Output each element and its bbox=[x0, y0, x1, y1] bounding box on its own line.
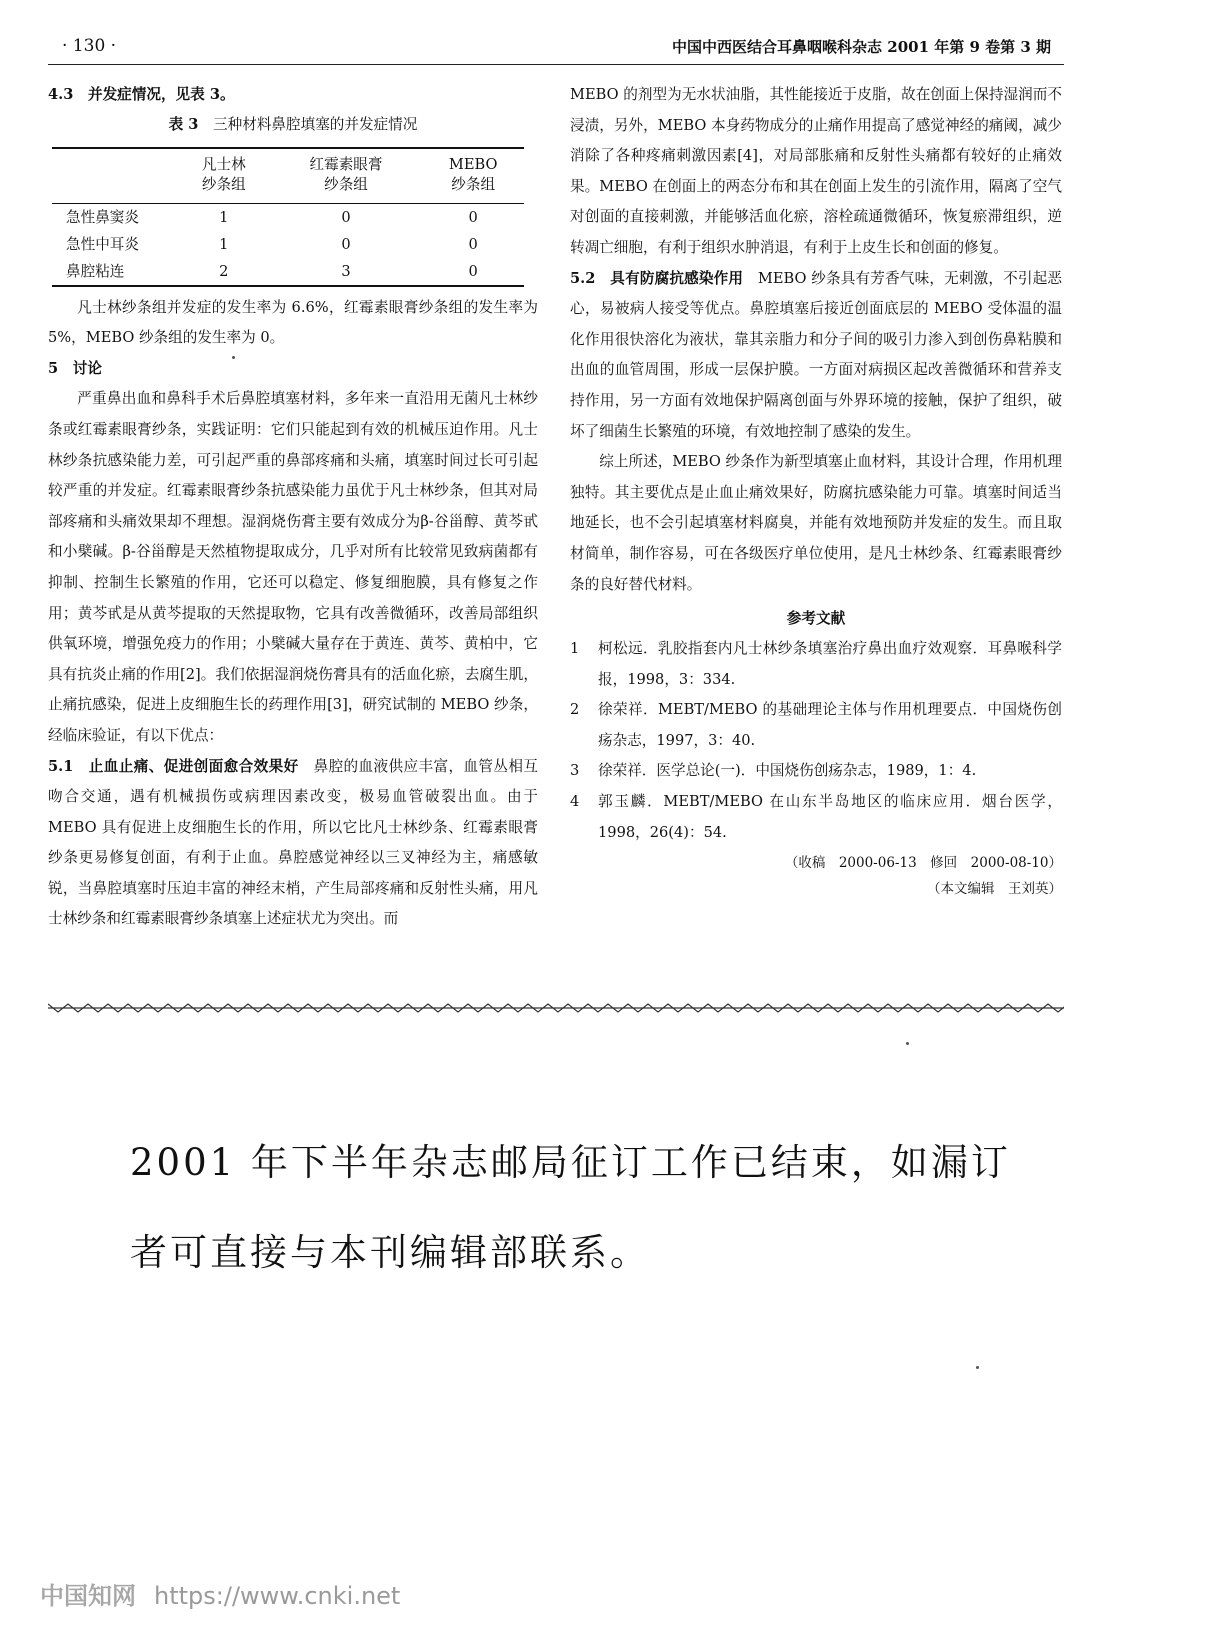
table-title: 三种材料鼻腔填塞的并发症情况 bbox=[198, 115, 418, 133]
table-row bbox=[52, 203, 524, 231]
section-5-heading: 5 讨论 bbox=[48, 359, 102, 377]
watermark bbox=[40, 1576, 400, 1611]
row-label: 急性中耳炎 bbox=[66, 235, 139, 253]
col-header-erythro-1: 红霉素眼膏 bbox=[309, 155, 383, 173]
watermark-brand: 中国知网 bbox=[40, 1582, 136, 1610]
table-header-cell bbox=[178, 148, 270, 204]
table-caption bbox=[48, 111, 538, 139]
table-header-row bbox=[52, 148, 524, 204]
scan-speck bbox=[232, 356, 235, 359]
reference-number: 4 bbox=[570, 793, 580, 811]
section-5-1-paragraph bbox=[48, 752, 538, 936]
reference-item bbox=[570, 695, 1062, 756]
table-cell: 0 bbox=[341, 208, 351, 226]
table-cell: 1 bbox=[219, 235, 229, 253]
article-editor: （本文编辑 王刘英） bbox=[927, 881, 1062, 898]
complication-summary: 凡士林纱条组并发症的发生率为 6.6%，红霉素眼膏纱条组的发生率为 5%，MEBO 纱条组的发生率为 0。 bbox=[48, 298, 538, 347]
journal-header: 中国中西医结合耳鼻咽喉科杂志 2001 年第 9 卷第 3 期 bbox=[672, 38, 1051, 56]
left-column bbox=[48, 80, 538, 935]
table-cell: 0 bbox=[341, 235, 351, 253]
row-label: 急性鼻窦炎 bbox=[66, 208, 139, 226]
continued-paragraph: MEBO 的剂型为无水状油脂，其性能接近于皮脂，故在创面上保持湿润而不浸渍，另外，MEBO 本身药物成分的止痛作用提高了感觉神经的痛阈，减少消除了各种疼痛刺激因素[4]，对局部胀痛和反射性头痛都有较好的止痛效果。MEBO 在创面上的两态分布和其在创面上发生的引流作用，隔离了空气对创面的直接刺激，并能够活血化瘀，溶栓疏通微循环，恢复瘀滞组织，逆转凋亡细胞，有利于组织水肿消退，有利于上皮生长和创面的修复。 bbox=[570, 86, 1062, 256]
section-5-1-text: 鼻腔的血液供应丰富，血管丛相互吻合交通，遇有机械损伤或病理因素改变，极易血管破裂出血。由于 MEBO 具有促进上皮细胞生长的作用，所以它比凡士林纱条、红霉素眼膏纱条更易修复创面，有利于止血。鼻腔感觉神经以三叉神经为主，痛感敏锐，当鼻腔填塞时压迫丰富的神经末梢，产生局部疼痛和反射性头痛，用凡士林纱条和红霉素眼膏纱条填塞上述症状尤为突出。而 bbox=[48, 757, 538, 928]
scan-speck bbox=[906, 1042, 909, 1045]
row-label: 鼻腔粘连 bbox=[52, 258, 178, 286]
reference-item bbox=[570, 634, 1062, 695]
reference-text: 徐荣祥．MEBT/MEBO 的基础理论主体与作用机理要点．中国烧伤创疡杂志，1997，3：40. bbox=[598, 701, 1062, 749]
table-cell: 0 bbox=[422, 258, 524, 286]
section-5-2-paragraph bbox=[570, 264, 1062, 448]
table-cell: 0 bbox=[468, 235, 478, 253]
scan-speck bbox=[976, 1366, 979, 1369]
subscription-notice-line-2: 者可直接与本刊编辑部联系。 bbox=[130, 1231, 650, 1274]
section-5-2-text: MEBO 纱条具有芳香气味，无刺激，不引起恶心，易被病人接受等优点。鼻腔填塞后接近创面底层的 MEBO 受体温的温化作用很快溶化为液状，靠其亲脂力和分子间的吸引力渗入到创伤鼻粘膜和出血的血管周围，形成一层保护膜。一方面对病损区起改善微循环和营养支持作用，另一方面有效地保护隔离创面与外界环境的接触，保护了组织，破坏了细菌生长繁殖的环境，有效地控制了感染的发生。 bbox=[570, 269, 1062, 440]
col-header-vaseline-2: 纱条组 bbox=[201, 175, 246, 193]
references-title: 参考文献 bbox=[786, 610, 846, 628]
watermark-url: https://www.cnki.net bbox=[154, 1582, 401, 1610]
table-cell: 0 bbox=[468, 208, 478, 226]
header-rule bbox=[48, 64, 1064, 65]
table-header-cell bbox=[52, 148, 178, 204]
table-cell: 2 bbox=[178, 258, 270, 286]
table-row bbox=[52, 258, 524, 286]
reference-number: 3 bbox=[570, 762, 580, 780]
conclusion-paragraph: 综上所述，MEBO 纱条作为新型填塞止血材料，其设计合理，作用机理独特。其主要优点是止血止痛效果好，防腐抗感染能力可靠。填塞时间适当地延长，也不会引起填塞材料腐臭，并能有效地预防并发症的发生。而且取材简单，制作容易，可在各级医疗单位使用，是凡士林纱条、红霉素眼膏纱条的良好替代材料。 bbox=[570, 453, 1062, 593]
section-5-2-heading: 5.2 具有防腐抗感染作用 bbox=[570, 269, 744, 287]
discussion-paragraph: 严重鼻出血和鼻科手术后鼻腔填塞材料，多年来一直沿用无菌凡士林纱条或红霉素眼膏纱条，实践证明：它们只能起到有效的机械压迫作用。凡士林纱条抗感染能力差，可引起严重的鼻部疼痛和头痛，填塞时间过长可引起较严重的并发症。红霉素眼膏纱条抗感染能力虽优于凡士林纱条，但其对局部疼痛和头痛效果却不理想。湿润烧伤膏主要有效成分为β-谷甾醇、黄芩甙和小檗碱。β-谷甾醇是天然植物提取成分，几乎对所有比较常见致病菌都有抑制、控制生长繁殖的作用，它还可以稳定、修复细胞膜，具有修复之作用；黄芩甙是从黄芩提取的天然提取物，它具有改善微循环，改善局部组织供氧环境，增强免疫力的作用；小檗碱大量存在于黄连、黄芩、黄柏中，它具有抗炎止痛的作用[2]。我们依据湿润烧伤膏具有的活血化瘀，去腐生肌，止痛抗感染，促进上皮细胞生长的药理作用[3]，研究试制的 MEBO 纱条，经临床验证，有以下优点： bbox=[48, 390, 538, 744]
complication-table bbox=[52, 147, 524, 287]
right-column bbox=[570, 80, 1062, 902]
table-row bbox=[52, 231, 524, 258]
col-header-mebo-1: MEBO bbox=[448, 155, 498, 173]
subscription-notice-line-1: 2001 年下半年杂志邮局征订工作已结束，如漏订 bbox=[130, 1141, 1011, 1184]
section-5-1-heading: 5.1 止血止痛、促进创面愈合效果好 bbox=[48, 757, 299, 775]
reference-number: 2 bbox=[570, 701, 580, 719]
table-cell: 3 bbox=[270, 258, 423, 286]
reference-text: 徐荣祥．医学总论(一)．中国烧伤创疡杂志，1989，1：4. bbox=[598, 762, 977, 780]
reference-number: 1 bbox=[570, 640, 580, 658]
reference-item bbox=[570, 787, 1062, 848]
page-number: · 130 · bbox=[62, 36, 117, 56]
zigzag-divider bbox=[48, 1002, 1064, 1014]
reference-text: 柯松远．乳胶指套内凡士林纱条填塞治疗鼻出血疗效观察．耳鼻喉科学报，1998，3：334. bbox=[598, 640, 1062, 688]
col-header-mebo-2: 纱条组 bbox=[451, 175, 496, 193]
section-4-3-heading: 4.3 并发症情况，见表 3。 bbox=[48, 86, 235, 103]
table-header-cell bbox=[270, 148, 423, 204]
col-header-vaseline-1: 凡士林 bbox=[201, 155, 246, 173]
reference-item bbox=[570, 756, 1062, 787]
reference-text: 郭玉麟．MEBT/MEBO 在山东半岛地区的临床应用．烟台医学，1998，26(4)：54. bbox=[598, 793, 1062, 841]
table-label: 表 3 bbox=[168, 115, 199, 133]
received-dates: （收稿 2000-06-13 修回 2000-08-10） bbox=[784, 855, 1062, 872]
table-header-cell bbox=[422, 148, 524, 204]
col-header-erythro-2: 纱条组 bbox=[324, 175, 368, 193]
table-cell: 1 bbox=[219, 208, 229, 226]
